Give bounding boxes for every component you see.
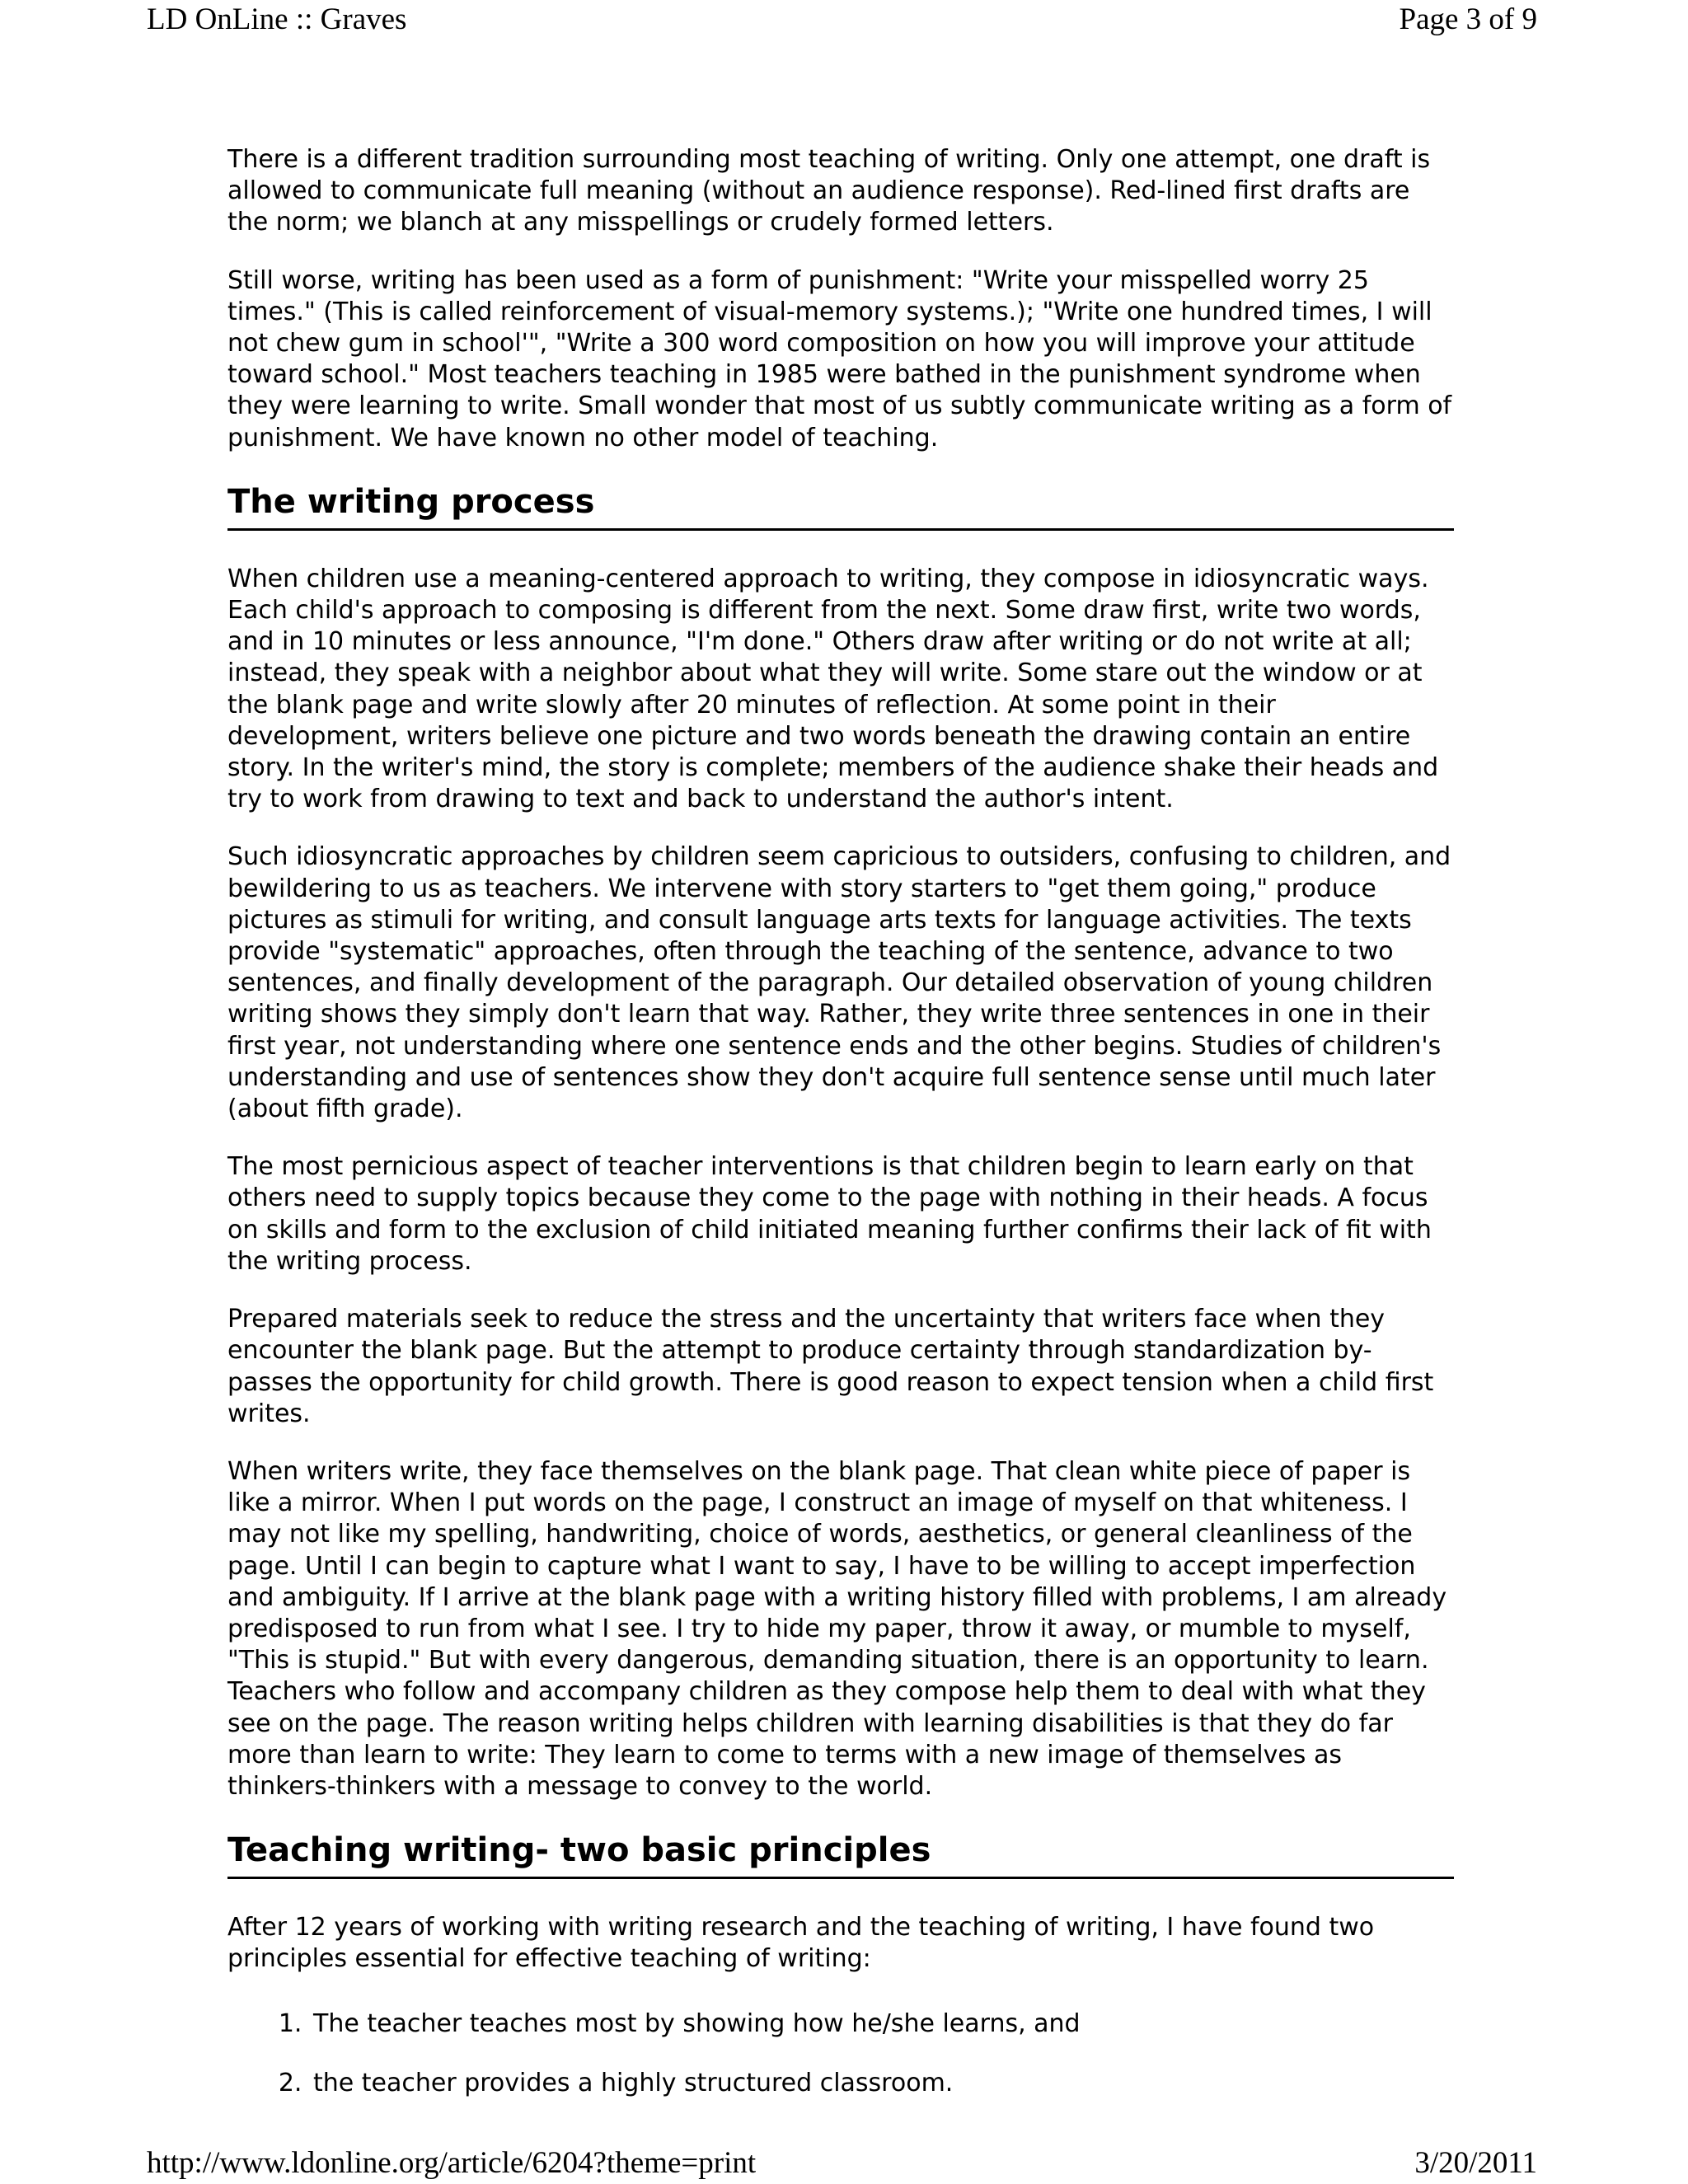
paragraph: When writers write, they face themselves on the blank page. That clean white piece of paper is like a mirror. When I put words on the page, I construct an image of myself on that whiteness. I may not like my spelling, handwriting, choice of words, aesthetics, or general cleanliness of the page. Until I can begin to capture what I want to say, I have to be willing to accept imperfection and ambiguity. If I arrive at the blank page with a writing history filled with problems, I am already predisposed to run from what I see. I try to hide my paper, throw it away, or mumble to myself, "This is stupid." But with every dangerous, demanding situation, there is an opportunity to learn. Teachers who follow and accompany children as they compose help them to deal with what they see on the page. The reason writing helps children with learning disabilities is that they do far more than learn to write: They learn to come to terms with a new image of themselves as thinkers-thinkers with a message to convey to the world. <box>227 1456 1447 1801</box>
site-title: LD OnLine :: Graves <box>147 2 407 36</box>
principles-list <box>227 2008 1454 2099</box>
paragraph: Still worse, writing has been used as a form of punishment: "Write your misspelled worry 25 times." (This is called reinforcement of visual-memory systems.); "Write one hundred times, I will not chew gum in school'", "Write a 300 word composition on how you will improve your attitude toward school." Most teachers teaching in 1985 were bathed in the punishment syndrome when they were learning to write. Small wonder that most of us subtly communicate writing as a form of punishment. We have known no other model of teaching. <box>227 265 1452 452</box>
page-url: http://www.ldonline.org/article/6204?theme=print <box>147 2146 757 2180</box>
paragraph: When children use a meaning-centered approach to writing, they compose in idiosyncratic ways. Each child's approach to composing is different from the next. Some draw first, write two words, and in 10 minutes or less announce, "I'm done." Others draw after writing or do not write at all; instead, they speak with a neighbor about what they will write. Some stare out the window or at the blank page and write slowly after 20 minutes of reflection. At some point in their development, writers believe one picture and two words beneath the drawing contain an entire story. In the writer's mind, the story is complete; members of the audience shake their heads and try to work from drawing to text and back to understand the author's intent. <box>227 564 1439 814</box>
list-item: 2. the teacher provides a highly structured classroom. <box>310 2068 1454 2099</box>
paragraph: After 12 years of working with writing research and the teaching of writing, I have found two principles essential for effective teaching of writing: <box>227 1913 1375 1974</box>
page-indicator: Page 3 of 9 <box>1399 2 1537 36</box>
paragraph: There is a different tradition surrounding most teaching of writing. Only one attempt, one draft is allowed to communicate full meaning (without an audience response). Red-lined first drafts are the norm; we blanch at any misspellings or crudely formed letters. <box>227 145 1431 237</box>
paragraph: Such idiosyncratic approaches by children seem capricious to outsiders, confusing to children, and bewildering to us as teachers. We intervene with story starters to "get them going," produce pictures as stimuli for writing, and consult language arts texts for language activities. The texts provide "systematic" approaches, often through the teaching of the sentence, advance to two sentences, and finally development of the paragraph. Our detailed observation of young children writing shows they simply don't learn that way. Rather, they write three sentences in one in their first year, not understanding where one sentence ends and the other begins. Studies of children's understanding and use of sentences show they don't acquire full sentence sense until much later (about fifth grade). <box>227 842 1451 1124</box>
section-heading-writing-process: The writing process <box>227 480 1454 531</box>
print-date: 3/20/2011 <box>1414 2146 1537 2180</box>
paragraph: Prepared materials seek to reduce the stress and the uncertainty that writers face when they encounter the blank page. But the attempt to produce certainty through standardization by-passes the opportunity for child growth. There is good reason to expect tension when a child first writes. <box>227 1305 1434 1428</box>
section-heading-two-principles: Teaching writing- two basic principles <box>227 1829 1454 1879</box>
paragraph: The most pernicious aspect of teacher interventions is that children begin to learn early on that others need to supply topics because they come to the page with nothing in their heads. A focus on skills and form to the exclusion of child initiated meaning further confirms their lack of fit with the writing process. <box>227 1152 1432 1276</box>
list-item: 1. The teacher teaches most by showing how he/she learns, and <box>310 2008 1454 2040</box>
article-body <box>227 144 1454 2127</box>
